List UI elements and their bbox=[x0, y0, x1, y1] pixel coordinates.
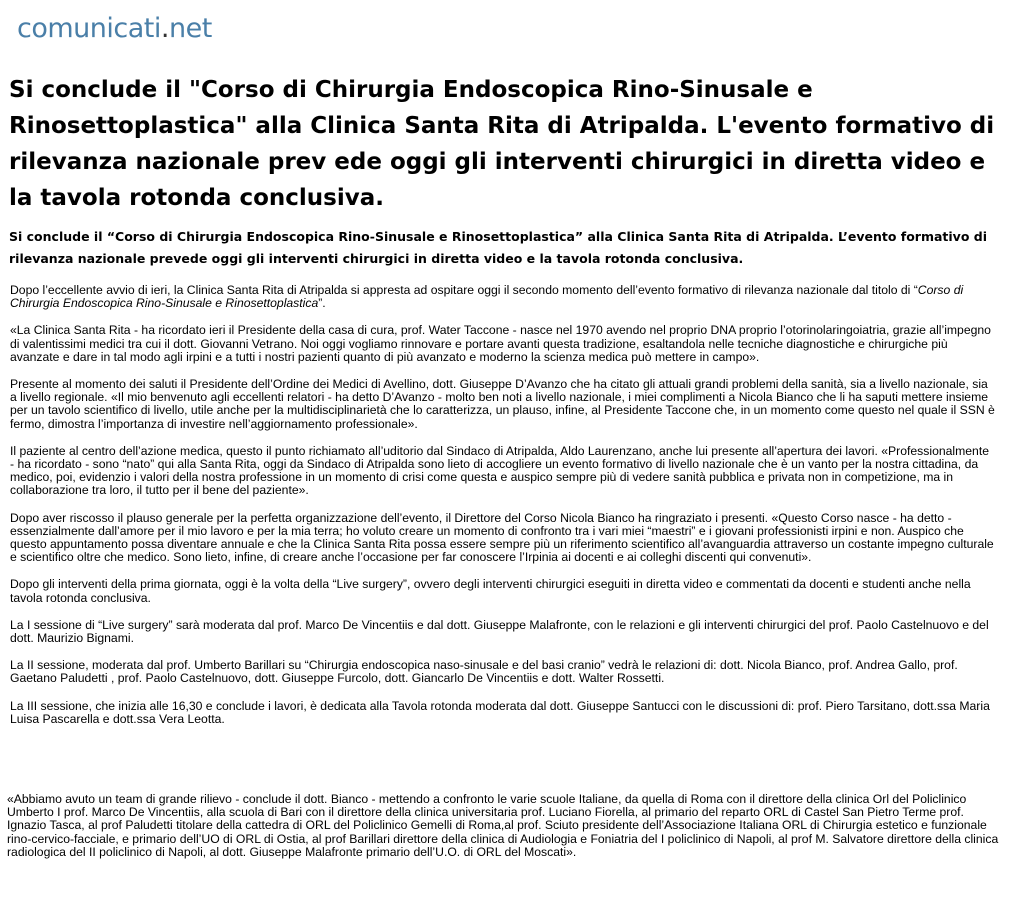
closing-quote: «Abbiamo avuto un team di grande rilievo - conclude il dott. Bianco - mettendo a confronto le varie scuole Italiane, da quella di Roma con il direttore della clinica Orl del Policlinico Umberto I prof. Marco De Vincentiis, alla scuola di Bari con il direttore della clinica universitaria prof. Luciano Fiorella, al primario del reparto ORL di Castel San Pietro Terme prof. Ignazio Tasca, al prof Paludetti titolare della cattedra di ORL del Policlinico Gemelli di Roma,al prof. Sciuto presidente dell’Associazione Italiana ORL di Chirurgia estetico e funzionale rino-cervico-facciale, e primario dell’UO di ORL di Ostia, al prof Barillari direttore della clinica di Audiologia e Foniatria del I policlinico di Napoli, al prof M. Salvatore direttore della clinica radiologica del II policlinico di Napoli, al dott. Giuseppe Malafronte primario dell’U.O. di ORL del Moscati». bbox=[7, 792, 999, 859]
paragraph-text: ”. bbox=[318, 296, 326, 311]
article-body bbox=[10, 284, 995, 740]
paragraph: Presente al momento dei saluti il Presidente dell’Ordine dei Medici di Avellino, dott. Giuseppe D’Avanzo che ha citato gli attuali grandi problemi della sanità, sia a livello nazionale, sia a livello regionale. «Il mio benvenuto agli eccellenti relatori - ha detto D’Avanzo - molto ben noti a livello nazionale, i miei complimenti a Nicola Bianco che li ha saputi mettere insieme per un tavolo scientifico di livello, utile anche per la multidisciplinarietà che lo caratterizza, un plauso, infine, al Presidente Taccone che, in un momento come questo nel quale il SSN è fermo, dimostra l’importanza di investire nell’aggiornamento professionale». bbox=[10, 377, 995, 431]
article-subheadline: Si conclude il “Corso di Chirurgia Endoscopica Rino-Sinusale e Rinosettoplastica” alla Clinica Santa Rita di Atripalda. L’evento formativo di rilevanza nazionale prevede oggi gli interventi chirurgici in diretta video e la tavola rotonda conclusiva. bbox=[9, 229, 988, 266]
paragraph: Il paziente al centro dell’azione medica, questo il punto richiamato all’uditorio dal Sindaco di Atripalda, Aldo Laurenzano, anche lui presente all’apertura dei lavori. «Professionalmente - ha ricordato - sono “nato” qui alla Santa Rita, oggi da Sindaco di Atripalda sono lieto di accogliere un evento formativo di livello nazionale che è un vanto per la nostra cittadina, da medico, poi, evidenzio i valori della nostra professione in un momento di crisi come questa e auspico sempre più di vedere sanità pubblica e privata non in competizione, ma in collaborazione tra loro, il tutto per il bene del paziente». bbox=[10, 443, 989, 498]
paragraph-text: Dopo l’eccellente avvio di ieri, la Clinica Santa Rita di Atripalda si appresta ad ospitare oggi il secondo momento dell’evento formativo di rilevanza nazionale dal titolo di “ bbox=[10, 283, 918, 297]
paragraph: La III sessione, che inizia alle 16,30 e conclude i lavori, è dedicata alla Tavola rotonda moderata dal dott. Giuseppe Santucci con le discussioni di: prof. Piero Tarsitano, dott.ssa Maria Luisa Pascarella e dott.ssa Vera Leotta. bbox=[10, 698, 990, 726]
paragraph: Dopo gli interventi della prima giornata, oggi è la volta della “Live surgery”, ovvero degli interventi chirurgici eseguiti in diretta video e commentati da docenti e studenti anche nella tavola rotonda conclusiva. bbox=[10, 577, 971, 605]
course-title: Corso di Chirurgia Endoscopica Rino-Sinusale e Rinosettoplastica bbox=[10, 283, 964, 311]
paragraph: La II sessione, moderata dal prof. Umberto Barillari su “Chirurgia endoscopica naso-sinusale e del basi cranio” vedrà le relazioni di: dott. Nicola Bianco, prof. Andrea Gallo, prof. Gaetano Paludetti , prof. Paolo Castelnuovo, dott. Giuseppe Furcolo, dott. Giancarlo De Vincentiis e dott. Walter Rossetti. bbox=[10, 658, 958, 686]
logo-text-dot: . bbox=[160, 13, 169, 44]
paragraph: «La Clinica Santa Rita - ha ricordato ieri il Presidente della casa di cura, prof. Water Taccone - nasce nel 1970 avendo nel proprio DNA proprio l’otorinolaringoiatria, grazie all’impegno di valentissimi medici tra cui il dott. Giovanni Vetrano. Noi oggi vogliamo rinnovare e portare avanti questa tradizione, esaltandola nelle tecniche diagnostiche e chirurgiche più avanzate e dare in tal modo agli irpini e a tutti i nostri pazienti quanto di più avanzato e moderno la scienza medica può mettere in campo». bbox=[10, 323, 991, 364]
paragraph: Dopo aver riscosso il plauso generale per la perfetta organizzazione dell’evento, il Direttore del Corso Nicola Bianco ha ringraziato i presenti. «Questo Corso nasce - ha detto - essenzialmente dall’amore per il mio lavoro e per la mia terra; ho voluto creare un momento di confronto tra i vari miei “maestri” e i giovani professionisti irpini e non. Auspico che questo appuntamento possa diventare annuale e che la Clinica Santa Rita possa essere sempre più un riferimento scientifico all’avanguardia attraverso un costante impegno culturale e scientifico oltre che medico. Sono lieto, infine, di creare anche l’occasione per far conoscere l’Irpinia ai docenti e ai colleghi discenti qui convenuti». bbox=[10, 510, 994, 565]
site-logo[interactable] bbox=[17, 12, 212, 46]
logo-text-main: comunicati bbox=[17, 13, 161, 44]
article-headline: Si conclude il "Corso di Chirurgia Endoscopica Rino-Sinusale e Rinosettoplastica" alla Clinica Santa Rita di Atripalda. L'evento formativo di rilevanza nazionale prev ede oggi gli interventi chirurgici in diretta video e la tavola rotonda conclusiva. bbox=[9, 77, 995, 211]
paragraph bbox=[10, 284, 995, 310]
paragraph: La I sessione di “Live surgery” sarà moderata dal prof. Marco De Vincentiis e dal dott. Giuseppe Malafronte, con le relazioni e gli interventi chirurgici del prof. Paolo Castelnuovo e del dott. Maurizio Bignami. bbox=[10, 617, 989, 646]
logo-text-tld: net bbox=[168, 13, 212, 44]
